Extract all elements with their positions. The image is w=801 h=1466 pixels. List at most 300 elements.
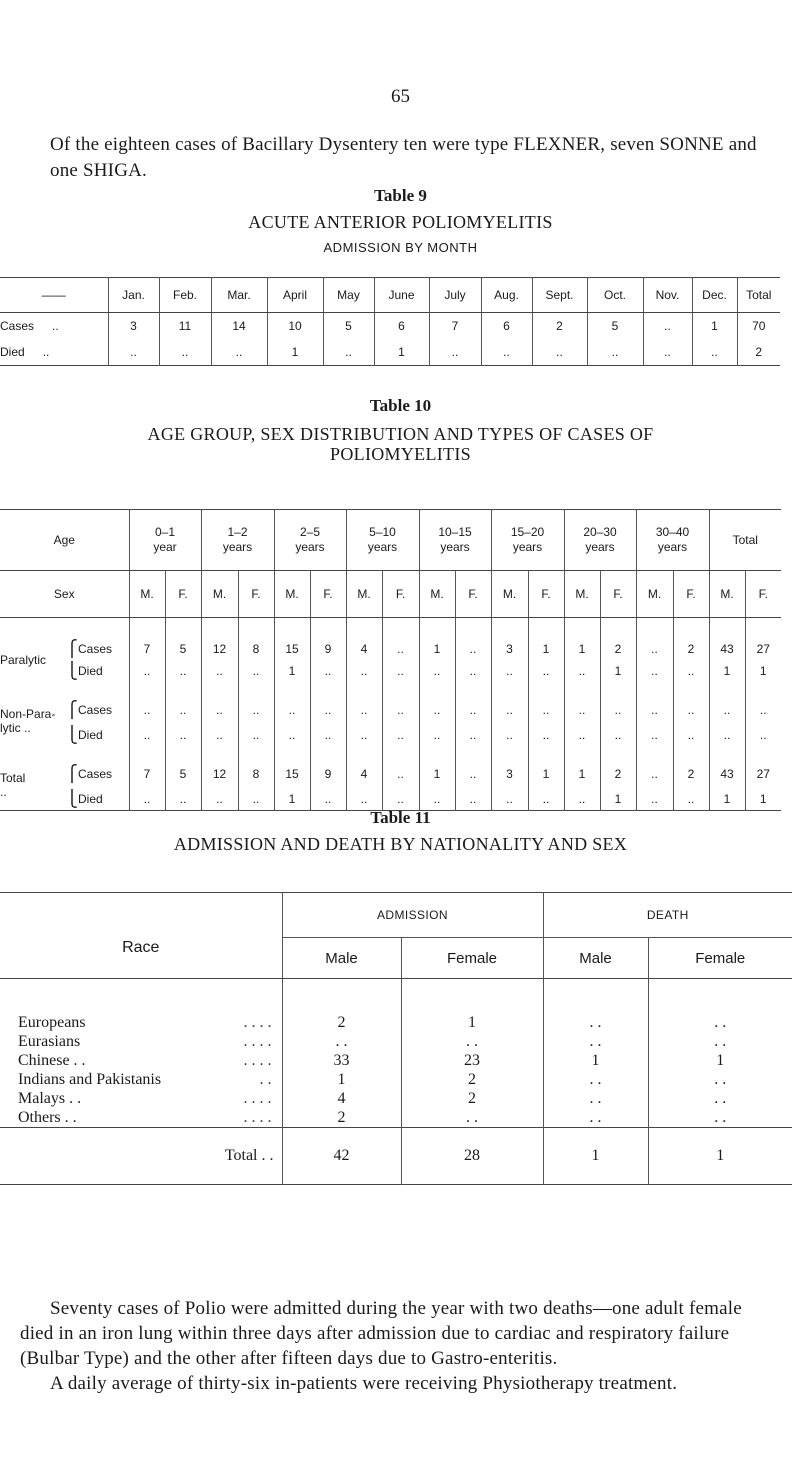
table10-cell: 7 bbox=[129, 618, 165, 661]
table11-race-cell bbox=[0, 1070, 282, 1089]
table10-group-label bbox=[0, 642, 66, 667]
table11-cell: 1 bbox=[648, 1128, 792, 1185]
table10-row-label bbox=[0, 618, 129, 667]
table9-cell: 1 bbox=[267, 339, 323, 366]
table9-corner: —— bbox=[0, 278, 108, 313]
table10-cell: .. bbox=[165, 660, 201, 682]
table10-sex-male-header: M. bbox=[709, 571, 745, 618]
table10-age-unit: years bbox=[222, 540, 253, 554]
table10-cell: .. bbox=[419, 724, 455, 746]
table10-sex-female-header: F. bbox=[165, 571, 201, 618]
table10-age-group-header bbox=[346, 510, 419, 571]
table10-cell: .. bbox=[745, 682, 781, 724]
table10-age-header-row bbox=[0, 510, 781, 571]
table10-cell: .. bbox=[455, 618, 491, 661]
table9-cell: .. bbox=[108, 339, 159, 366]
table10-cell: .. bbox=[600, 682, 636, 724]
table10-cell: .. bbox=[636, 746, 673, 788]
table10-cell: .. bbox=[636, 788, 673, 811]
table10-age-label: Age bbox=[0, 510, 129, 571]
table10-cell: .. bbox=[491, 724, 528, 746]
table11-race-dots: . . . . bbox=[243, 1089, 272, 1107]
table10-row-label-wrap bbox=[0, 639, 129, 667]
table10-sex-male-header: M. bbox=[419, 571, 455, 618]
table10-cell: .. bbox=[673, 724, 709, 746]
table9-cell: .. bbox=[481, 339, 532, 366]
table10-cell: .. bbox=[346, 788, 382, 811]
table9-cell: 11 bbox=[159, 313, 211, 340]
closing-paragraph-2: A daily average of thirty-six in-patients were receiving Physiotherapy treatment. bbox=[50, 1373, 678, 1394]
table10-brace-mark: ⎧ bbox=[66, 702, 78, 719]
table10-cell: .. bbox=[382, 746, 419, 788]
table11-cell: . . bbox=[401, 1032, 543, 1051]
table10-sex-female-header: F. bbox=[238, 571, 274, 618]
table10-sex-female-header: F. bbox=[600, 571, 636, 618]
page-number: 65 bbox=[391, 86, 410, 107]
table11-race-cell bbox=[0, 1108, 282, 1128]
table10-row-type: Died bbox=[78, 728, 103, 742]
table11-death-female-header: Female bbox=[648, 938, 792, 979]
table10-cell: 4 bbox=[346, 618, 382, 661]
table10-age-group-header bbox=[564, 510, 636, 571]
table10-cell: 3 bbox=[491, 618, 528, 661]
table10-sex-male-header: M. bbox=[636, 571, 673, 618]
table10-cell: .. bbox=[310, 682, 346, 724]
table11-cell: . . bbox=[401, 1108, 543, 1128]
table10-age-range: 15–20 bbox=[510, 525, 545, 539]
table11-race-name: Indians and Pakistanis bbox=[18, 1070, 162, 1088]
table11-cell: 2 bbox=[282, 979, 401, 1033]
table11-cell: 23 bbox=[401, 1051, 543, 1070]
table10-cell: .. bbox=[310, 724, 346, 746]
table10-cell: 1 bbox=[274, 660, 310, 682]
table10-sex-male-header: M. bbox=[129, 571, 165, 618]
table10-cell: .. bbox=[455, 660, 491, 682]
table11-cell: . . bbox=[543, 1089, 648, 1108]
table10-cell: .. bbox=[636, 682, 673, 724]
table9-cell: 10 bbox=[267, 313, 323, 340]
table10-cell: 12 bbox=[201, 618, 238, 661]
table11-race-dots: . . . . bbox=[243, 1013, 272, 1031]
table11-row bbox=[0, 1032, 792, 1051]
table10-cell: 2 bbox=[600, 746, 636, 788]
table10-cell: .. bbox=[201, 724, 238, 746]
table9-cell: 14 bbox=[211, 313, 267, 340]
table10-sex-header-row bbox=[0, 571, 781, 618]
table10-cell: 27 bbox=[745, 618, 781, 661]
table10-age-unit: year bbox=[153, 540, 177, 554]
table11-cell: . . bbox=[282, 1032, 401, 1051]
table10 bbox=[0, 509, 781, 811]
table10-cell: 7 bbox=[129, 746, 165, 788]
table10-group-label bbox=[0, 696, 66, 735]
table11-race-dots: . . . . bbox=[243, 1032, 272, 1050]
table11-admission-male-header: Male bbox=[282, 938, 401, 979]
table10-cell: .. bbox=[274, 682, 310, 724]
table10-age-unit: years bbox=[367, 540, 398, 554]
table10-cell: 1 bbox=[745, 660, 781, 682]
table11-cell: 42 bbox=[282, 1128, 401, 1185]
table11-cell: . . bbox=[648, 1032, 792, 1051]
table9-cell: 1 bbox=[374, 339, 429, 366]
table9-row-label-dots: .. bbox=[42, 345, 50, 359]
closing-paragraph-1: Seventy cases of Polio were admitted during the year with two deaths—one adult female died in an iron lung within three days after admission due to cardiac and respiratory failure (Bulbar Type) and the other after fifteen days due to Gastro-enteritis. bbox=[20, 1298, 742, 1369]
table11-admission-female-header: Female bbox=[401, 938, 543, 979]
table11-race-cell bbox=[0, 1051, 282, 1070]
table10-age-group-header bbox=[274, 510, 346, 571]
table10-cell: 9 bbox=[310, 618, 346, 661]
table9-col-header: July bbox=[429, 278, 481, 313]
table10-cell: .. bbox=[528, 788, 564, 811]
table10-cell: .. bbox=[382, 724, 419, 746]
table10-cell: 15 bbox=[274, 618, 310, 661]
table10-cell: .. bbox=[382, 788, 419, 811]
table9-col-header: Jan. bbox=[108, 278, 159, 313]
table10-cell: .. bbox=[528, 660, 564, 682]
table10-cell: 1 bbox=[528, 618, 564, 661]
table10-cell: .. bbox=[528, 682, 564, 724]
table10-brace-mark: ⎩ bbox=[66, 727, 78, 744]
table11-cell: 28 bbox=[401, 1128, 543, 1185]
table10-row bbox=[0, 746, 781, 788]
table10-cell: 12 bbox=[201, 746, 238, 788]
table11-cell: 1 bbox=[543, 1128, 648, 1185]
table10-age-unit: years bbox=[440, 540, 470, 554]
table10-brace-mark: ⎩ bbox=[66, 663, 78, 680]
table10-cell: .. bbox=[310, 660, 346, 682]
table9-cell: 2 bbox=[737, 339, 780, 366]
table10-cell: 8 bbox=[238, 746, 274, 788]
table10-cell: .. bbox=[274, 724, 310, 746]
table10-cell: .. bbox=[455, 682, 491, 724]
table10-cell: 1 bbox=[564, 618, 600, 661]
table9-cell: 2 bbox=[532, 313, 587, 340]
table10-cell: 43 bbox=[709, 746, 745, 788]
table10-row bbox=[0, 618, 781, 661]
table9-row-label-text: Died bbox=[0, 345, 25, 359]
table11-race-name: Eurasians bbox=[18, 1032, 81, 1050]
table11-cell: 2 bbox=[282, 1108, 401, 1128]
table10-row-type: Died bbox=[78, 792, 103, 806]
table10-cell: 5 bbox=[165, 618, 201, 661]
table10-sex-male-header: M. bbox=[491, 571, 528, 618]
table10-age-range: 0–1 bbox=[154, 525, 176, 539]
table10-cell: .. bbox=[129, 788, 165, 811]
table11-death-header: DEATH bbox=[543, 893, 792, 938]
table10-cell: 27 bbox=[745, 746, 781, 788]
table10-age-unit: years bbox=[657, 540, 688, 554]
table10-cell: 1 bbox=[600, 660, 636, 682]
table10-brace-mark: ⎧ bbox=[66, 641, 78, 658]
table11-race-dots: . . . . bbox=[243, 1108, 272, 1126]
table10-group-label-line1: Paralytic bbox=[0, 653, 47, 667]
table10-cell: .. bbox=[238, 724, 274, 746]
table11-cell: . . bbox=[648, 1089, 792, 1108]
table9-subtitle: ADMISSION BY MONTH bbox=[323, 240, 478, 255]
table10-cell: .. bbox=[455, 788, 491, 811]
table10-cell: .. bbox=[564, 660, 600, 682]
table10-group-label bbox=[0, 760, 66, 799]
table11-total-row bbox=[0, 1128, 792, 1185]
table9-col-header: April bbox=[267, 278, 323, 313]
table10-brace-mark: ⎧ bbox=[66, 766, 78, 783]
table10-group-label-line2: .. bbox=[0, 785, 7, 799]
table10-cell: .. bbox=[238, 660, 274, 682]
table10-age-range: 10–15 bbox=[438, 525, 472, 539]
table9-number: Table 9 bbox=[374, 186, 427, 205]
table10-cell: .. bbox=[201, 788, 238, 811]
table10-age-range: 20–30 bbox=[583, 525, 617, 539]
table10-cell: .. bbox=[455, 746, 491, 788]
table11 bbox=[0, 892, 792, 1185]
table10-cell: .. bbox=[310, 788, 346, 811]
table9-cell: .. bbox=[323, 339, 374, 366]
table10-cell: .. bbox=[491, 788, 528, 811]
table10-age-range: Total bbox=[732, 532, 758, 547]
table11-cell: 33 bbox=[282, 1051, 401, 1070]
table10-age-unit: years bbox=[295, 540, 325, 554]
table10-row bbox=[0, 660, 781, 682]
table10-sex-female-header: F. bbox=[455, 571, 491, 618]
table11-cell: . . bbox=[648, 979, 792, 1033]
table11-race-name: Chinese . . bbox=[18, 1051, 86, 1069]
table11-race-name: Europeans bbox=[18, 1013, 86, 1031]
table10-sex-female-header: F. bbox=[673, 571, 709, 618]
table11-cell: . . bbox=[543, 979, 648, 1033]
table11-cell: 2 bbox=[401, 1070, 543, 1089]
table9-col-header: Oct. bbox=[587, 278, 643, 313]
table10-cell: 1 bbox=[709, 788, 745, 811]
table9-col-header: Mar. bbox=[211, 278, 267, 313]
table11-row bbox=[0, 1070, 792, 1089]
table9-col-header: Feb. bbox=[159, 278, 211, 313]
table10-cell: .. bbox=[346, 724, 382, 746]
table10-cell: 1 bbox=[564, 746, 600, 788]
table10-cell: .. bbox=[346, 682, 382, 724]
table10-age-group-header bbox=[201, 510, 274, 571]
table10-cell: .. bbox=[201, 660, 238, 682]
table9-cell: 70 bbox=[737, 313, 780, 340]
table11-cell: . . bbox=[543, 1070, 648, 1089]
table10-cell: .. bbox=[564, 788, 600, 811]
table10-cell: .. bbox=[165, 724, 201, 746]
table10-cell: .. bbox=[745, 724, 781, 746]
table10-cell: .. bbox=[600, 724, 636, 746]
table10-group-label-line1: Total bbox=[0, 771, 26, 785]
table9-row-label-text: Cases bbox=[0, 319, 35, 333]
table10-cell: 15 bbox=[274, 746, 310, 788]
table10-cell: .. bbox=[528, 724, 564, 746]
table9-cell: .. bbox=[532, 339, 587, 366]
table10-row bbox=[0, 724, 781, 746]
table9-row bbox=[0, 313, 780, 340]
table9-col-header: Nov. bbox=[643, 278, 692, 313]
table10-cell: .. bbox=[491, 682, 528, 724]
table9-cell: .. bbox=[587, 339, 643, 366]
table10-cell: 43 bbox=[709, 618, 745, 661]
table10-cell: 1 bbox=[600, 788, 636, 811]
closing-text bbox=[20, 1296, 772, 1396]
table9-cell: .. bbox=[159, 339, 211, 366]
table11-title: ADMISSION AND DEATH BY NATIONALITY AND SEX bbox=[173, 834, 628, 854]
table11-race-dots: . . . . bbox=[243, 1051, 272, 1069]
table11-cell: 4 bbox=[282, 1089, 401, 1108]
table10-age-group-header bbox=[709, 510, 781, 571]
intro-paragraph: Of the eighteen cases of Bacillary Dysentery ten were type FLEXNER, seven SONNE and one SHIGA. bbox=[50, 134, 757, 181]
table10-cell: .. bbox=[346, 660, 382, 682]
table10-cell: .. bbox=[129, 660, 165, 682]
table11-total-label: Total . . bbox=[0, 1128, 282, 1185]
table10-cell: 8 bbox=[238, 618, 274, 661]
table9-row-label bbox=[0, 339, 108, 366]
table11-cell: . . bbox=[648, 1108, 792, 1128]
table10-age-group-header bbox=[491, 510, 564, 571]
table10-cell: .. bbox=[419, 788, 455, 811]
table10-cell: 1 bbox=[709, 660, 745, 682]
table10-age-group-header bbox=[636, 510, 709, 571]
table10-cell: 2 bbox=[600, 618, 636, 661]
table10-cell: .. bbox=[709, 682, 745, 724]
table9-cell: .. bbox=[643, 339, 692, 366]
table10-cell: 4 bbox=[346, 746, 382, 788]
table11-race-name: Malays . . bbox=[18, 1089, 82, 1107]
table10-number: Table 10 bbox=[369, 396, 432, 415]
table9-cell: .. bbox=[211, 339, 267, 366]
table10-age-range: 2–5 bbox=[299, 525, 321, 539]
table10-cell: .. bbox=[709, 724, 745, 746]
table9-col-header: May bbox=[323, 278, 374, 313]
table10-cell: .. bbox=[491, 660, 528, 682]
table10-cell: 1 bbox=[528, 746, 564, 788]
table10-cell: .. bbox=[382, 682, 419, 724]
table10-cell: 3 bbox=[491, 746, 528, 788]
table10-cell: .. bbox=[564, 724, 600, 746]
table11-row bbox=[0, 979, 792, 1033]
table10-age-group-header bbox=[419, 510, 491, 571]
table9-cell: .. bbox=[643, 313, 692, 340]
table10-cell: .. bbox=[673, 788, 709, 811]
table11-number: Table 11 bbox=[370, 808, 431, 827]
table9-cell: 3 bbox=[108, 313, 159, 340]
table9-cell: 5 bbox=[587, 313, 643, 340]
table10-cell: 5 bbox=[165, 746, 201, 788]
table9-cell: .. bbox=[429, 339, 481, 366]
table10-cell: 1 bbox=[419, 618, 455, 661]
table11-admission-header: ADMISSION bbox=[282, 893, 543, 938]
table10-cell: 2 bbox=[673, 746, 709, 788]
table10-cell: 1 bbox=[745, 788, 781, 811]
table11-cell: . . bbox=[648, 1070, 792, 1089]
table9-col-header: June bbox=[374, 278, 429, 313]
table10-cell: .. bbox=[238, 682, 274, 724]
table10-sex-male-header: M. bbox=[564, 571, 600, 618]
table10-cell: .. bbox=[382, 660, 419, 682]
table10-sex-female-header: F. bbox=[310, 571, 346, 618]
table11-row bbox=[0, 1089, 792, 1108]
table11-row bbox=[0, 1051, 792, 1070]
table10-cell: .. bbox=[165, 788, 201, 811]
table9 bbox=[0, 277, 780, 366]
table9-header-row bbox=[0, 278, 780, 313]
table10-sex-female-header: F. bbox=[745, 571, 781, 618]
table9-row-label-dots: .. bbox=[52, 319, 59, 333]
table11-cell: 1 bbox=[401, 979, 543, 1033]
table10-cell: .. bbox=[455, 724, 491, 746]
table9-cell: 7 bbox=[429, 313, 481, 340]
table9-cell: 5 bbox=[323, 313, 374, 340]
table10-cell: 1 bbox=[274, 788, 310, 811]
table9-col-header: Dec. bbox=[692, 278, 737, 313]
table10-row-type: Cases bbox=[78, 767, 113, 781]
table10-cell: .. bbox=[673, 660, 709, 682]
table10-age-range: 30–40 bbox=[655, 525, 690, 539]
table10-cell: .. bbox=[419, 682, 455, 724]
table10-cell: 2 bbox=[673, 618, 709, 661]
table11-header-row bbox=[0, 893, 792, 938]
table9-row-label bbox=[0, 313, 108, 340]
table10-cell: 1 bbox=[419, 746, 455, 788]
table10-cell: 9 bbox=[310, 746, 346, 788]
table11-death-male-header: Male bbox=[543, 938, 648, 979]
table11-cell: 1 bbox=[648, 1051, 792, 1070]
table10-cell: .. bbox=[201, 682, 238, 724]
table10-cell: .. bbox=[165, 682, 201, 724]
table10-age-unit: years bbox=[512, 540, 543, 554]
table10-group-label-line1: Non-Para- bbox=[0, 707, 56, 721]
table11-race-cell bbox=[0, 1089, 282, 1108]
table10-sex-male-header: M. bbox=[346, 571, 382, 618]
table10-brace-mark: ⎩ bbox=[66, 791, 78, 808]
table9-col-header: Total bbox=[737, 278, 780, 313]
table10-cell: .. bbox=[129, 682, 165, 724]
table9-col-header: Sept. bbox=[532, 278, 587, 313]
table9-cell: 6 bbox=[374, 313, 429, 340]
table10-age-range: 5–10 bbox=[369, 525, 396, 539]
table10-title-line1: AGE GROUP, SEX DISTRIBUTION AND TYPES OF CASES OF bbox=[147, 424, 654, 444]
table10-group-label-line2: lytic .. bbox=[0, 721, 31, 735]
table10-age-unit: years bbox=[585, 540, 615, 554]
table10-age-range: 1–2 bbox=[227, 525, 248, 539]
table10-sex-male-header: M. bbox=[201, 571, 238, 618]
table10-cell: .. bbox=[564, 682, 600, 724]
table11-race-cell bbox=[0, 979, 282, 1033]
table11-cell: . . bbox=[543, 1108, 648, 1128]
table11-row bbox=[0, 1108, 792, 1128]
table10-cell: .. bbox=[673, 682, 709, 724]
table10-cell: .. bbox=[636, 660, 673, 682]
table11-cell: 2 bbox=[401, 1089, 543, 1108]
table10-sex-male-header: M. bbox=[274, 571, 310, 618]
table10-sex-label: Sex bbox=[0, 571, 129, 618]
table11-race-name: Others . . bbox=[18, 1108, 77, 1126]
table11-race-cell bbox=[0, 1032, 282, 1051]
table10-cell: .. bbox=[636, 724, 673, 746]
table10-sex-female-header: F. bbox=[528, 571, 564, 618]
table9-title: ACUTE ANTERIOR POLIOMYELITIS bbox=[248, 212, 553, 232]
table10-row-type: Cases bbox=[78, 642, 113, 656]
table10-cell: .. bbox=[382, 618, 419, 661]
table10-row-type: Died bbox=[78, 664, 103, 678]
table11-race-dots: . . bbox=[259, 1070, 272, 1088]
table11-cell: . . bbox=[543, 1032, 648, 1051]
table11-race-header: Race bbox=[0, 893, 282, 979]
table10-sex-female-header: F. bbox=[382, 571, 419, 618]
table10-cell: .. bbox=[636, 618, 673, 661]
table11-cell: 1 bbox=[282, 1070, 401, 1089]
table10-title-line2: POLIOMYELITIS bbox=[330, 444, 471, 464]
table10-row-type: Cases bbox=[78, 703, 113, 717]
table9-cell: .. bbox=[692, 339, 737, 366]
